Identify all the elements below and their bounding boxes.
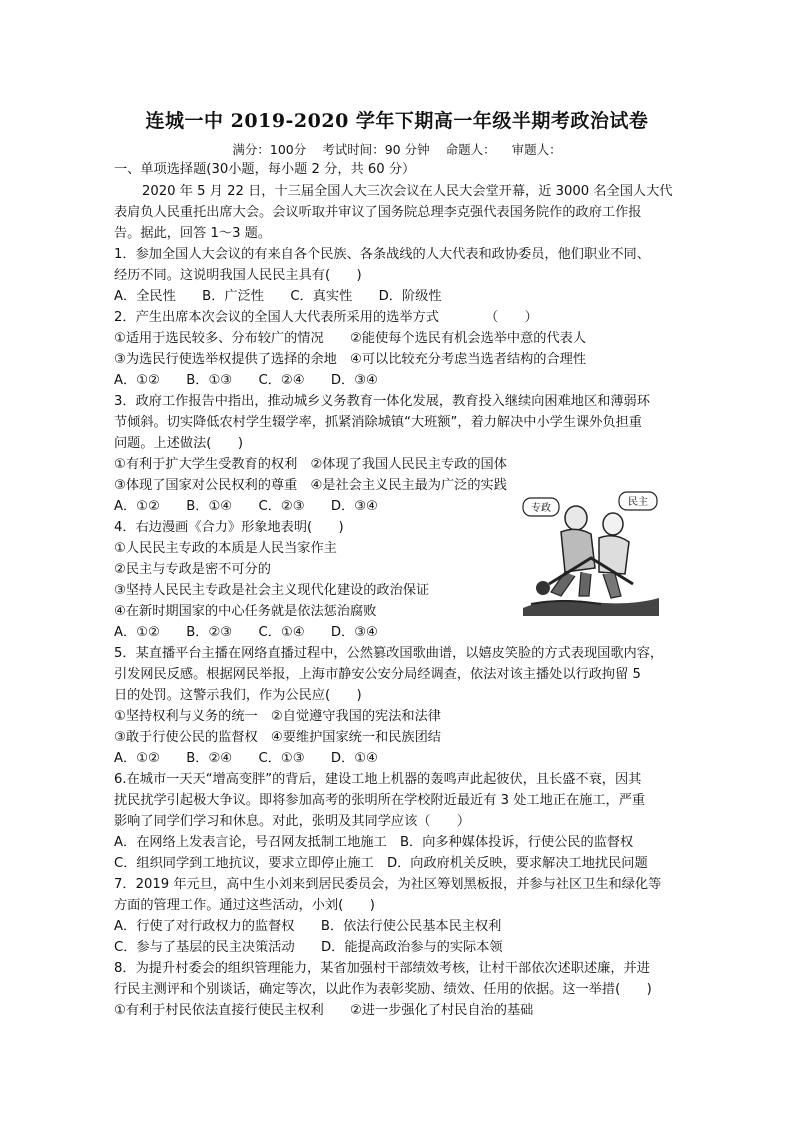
statement-line: ④在新时期国家的中心任务就是依法惩治腐败 [114,604,377,619]
question-line: 扰民扰学引起极大争议。即将参加高考的张明所在学校附近最近有 3 处工地正在施工，严重 [114,793,646,808]
answer-options: A．①② B．①③ C．②④ D．③④ [114,373,378,388]
figure-head-left [565,506,587,530]
ground-shape [523,598,659,616]
answer-options: C．参与了基层的民主决策活动 D．能提高政治参与的实际本领 [114,940,503,955]
question-line: 方面的管理工作。通过这些活动，小刘( ) [114,898,375,913]
answer-options: A．①② B．①④ C．②③ D．③④ [114,499,378,514]
answer-options: A．①② B．②④ C．①③ D．①④ [114,751,378,766]
figure-body-right [599,536,629,574]
exam-time: 考试时间：90 分钟 [322,142,430,157]
statement-line: ①有利于村民依法直接行使民主权利 ②进一步强化了村民自治的基础 [114,1003,534,1018]
statement-line: ③体现了国家对公民权利的尊重 ④是社会主义民主最为广泛的实践 [114,478,507,493]
cartoon-illustration [521,488,661,616]
reviewer: 审题人： [511,142,562,157]
question-2: 2．产生出席本次会议的全国人大代表所采用的选举方式 （ ） [114,310,538,325]
statement-line: ③为选民行使选举权提供了选择的余地 ④可以比较充分考虑当选者结构的合理性 [114,352,587,367]
question-line: 影响了同学们学习和休息。对此，张明及其同学应该（ ） [114,814,471,829]
question-3: 3．政府工作报告中指出，推动城乡义务教育一体化发展，教育投入继续向困难地区和薄弱环 [114,394,650,409]
statement-line: ①坚持权利与义务的统一 ②自觉遵守我国的宪法和法律 [114,709,441,724]
exam-title: 连城一中 2019-2020 学年下期高一年级半期考政治试卷 [145,110,649,132]
answer-options: A．①② B．②③ C．①④ D．③④ [114,625,378,640]
passage-line: 2020 年 5 月 22 日，十三届全国人大三次会议在人民大会堂开幕，近 3000 名全国人大代 [142,184,673,199]
statement-line: ③坚持人民民主专政是社会主义现代化建设的政治保证 [114,583,430,598]
question-8: 8．为提升村委会的组织管理能力，某省加强村干部绩效考核，让村干部依次述职述廉，并进 [114,961,650,976]
label-right: 民主 [628,497,648,508]
label-left: 专政 [531,503,551,514]
question-7: 7．2019 年元旦，高中生小刘来到居民委员会，为社区筹划黑板报，并参与社区卫生和绿化等 [114,877,662,892]
object-left [536,581,550,595]
question-line: 问题。上述做法( ) [114,436,243,451]
statement-line: ③敢于行使公民的监督权 ④要维护国家统一和民族团结 [114,730,441,745]
statement-line: ①有利于扩大学生受教育的权利 ②体现了我国人民民主专政的国体 [114,457,507,472]
answer-options: A．在网络上发表言论，号召网友抵制工地施工 B．向多种媒体投诉，行使公民的监督权 [114,835,634,850]
question-line: 日的处罚。这警示我们，作为公民应( ) [114,688,362,703]
question-line: 经历不同。这说明我国人民民主具有( ) [114,268,362,283]
question-line: 节倾斜。切实降低农村学生辍学率，抓紧消除城镇“大班额”，着力解决中小学生课外负担重 [114,415,642,430]
question-1: 1．参加全国人大会议的有来自各个民族、各条战线的人大代表和政协委员，他们职业不同、 [114,247,650,262]
question-5: 5．某直播平台主播在网络直播过程中，公然篡改国歌曲谱，以嬉皮笑脸的方式表现国歌内容， [114,646,664,661]
question-6: 6.在城市一天天“增高变胖”的背后，建设工地上机器的轰鸣声此起彼伏，且长盛不衰，因其 [114,772,642,787]
section-heading: 一、单项选择题(30小题，每小题 2 分，共 60 分） [114,162,416,177]
exam-meta [0,140,794,158]
answer-options: A．行使了对行政权力的监督权 B．依法行使公民基本民主权利 [114,919,502,934]
passage-line: 表肩负人民重托出席大会。会议听取并审议了国务院总理李克强代表国务院作的政府工作报 [114,205,642,220]
answer-options: C．组织同学到工地抗议，要求立即停止施工 D．向政府机关反映，要求解决工地扰民问题 [114,856,648,871]
question-line: 引发网民反感。根据网民举报，上海市静安公安分局经调查，依法对该主播处以行政拘留 5 [114,667,641,682]
statement-line: ①适用于选民较多、分布较广的情况 ②能使每个选民有机会选举中意的代表人 [114,331,587,346]
statement-line: ①人民民主专政的本质是人民当家作主 [114,541,337,556]
figure-head-right [603,513,623,535]
question-line: 行民主测评和个别谈话，确定等次，以此作为表彰奖励、绩效、任用的依据。这一举措( ) [114,982,652,997]
passage-line: 告。据此，回答 1～3 题。 [114,226,272,241]
answer-options: A．全民性 B．广泛性 C．真实性 D．阶级性 [114,289,442,304]
question-4: 4．右边漫画《合力》形象地表明( ) [114,520,344,535]
setter: 命题人： [445,142,496,157]
full-score: 满分：100分 [232,142,307,157]
statement-line: ②民主与专政是密不可分的 [114,562,271,577]
